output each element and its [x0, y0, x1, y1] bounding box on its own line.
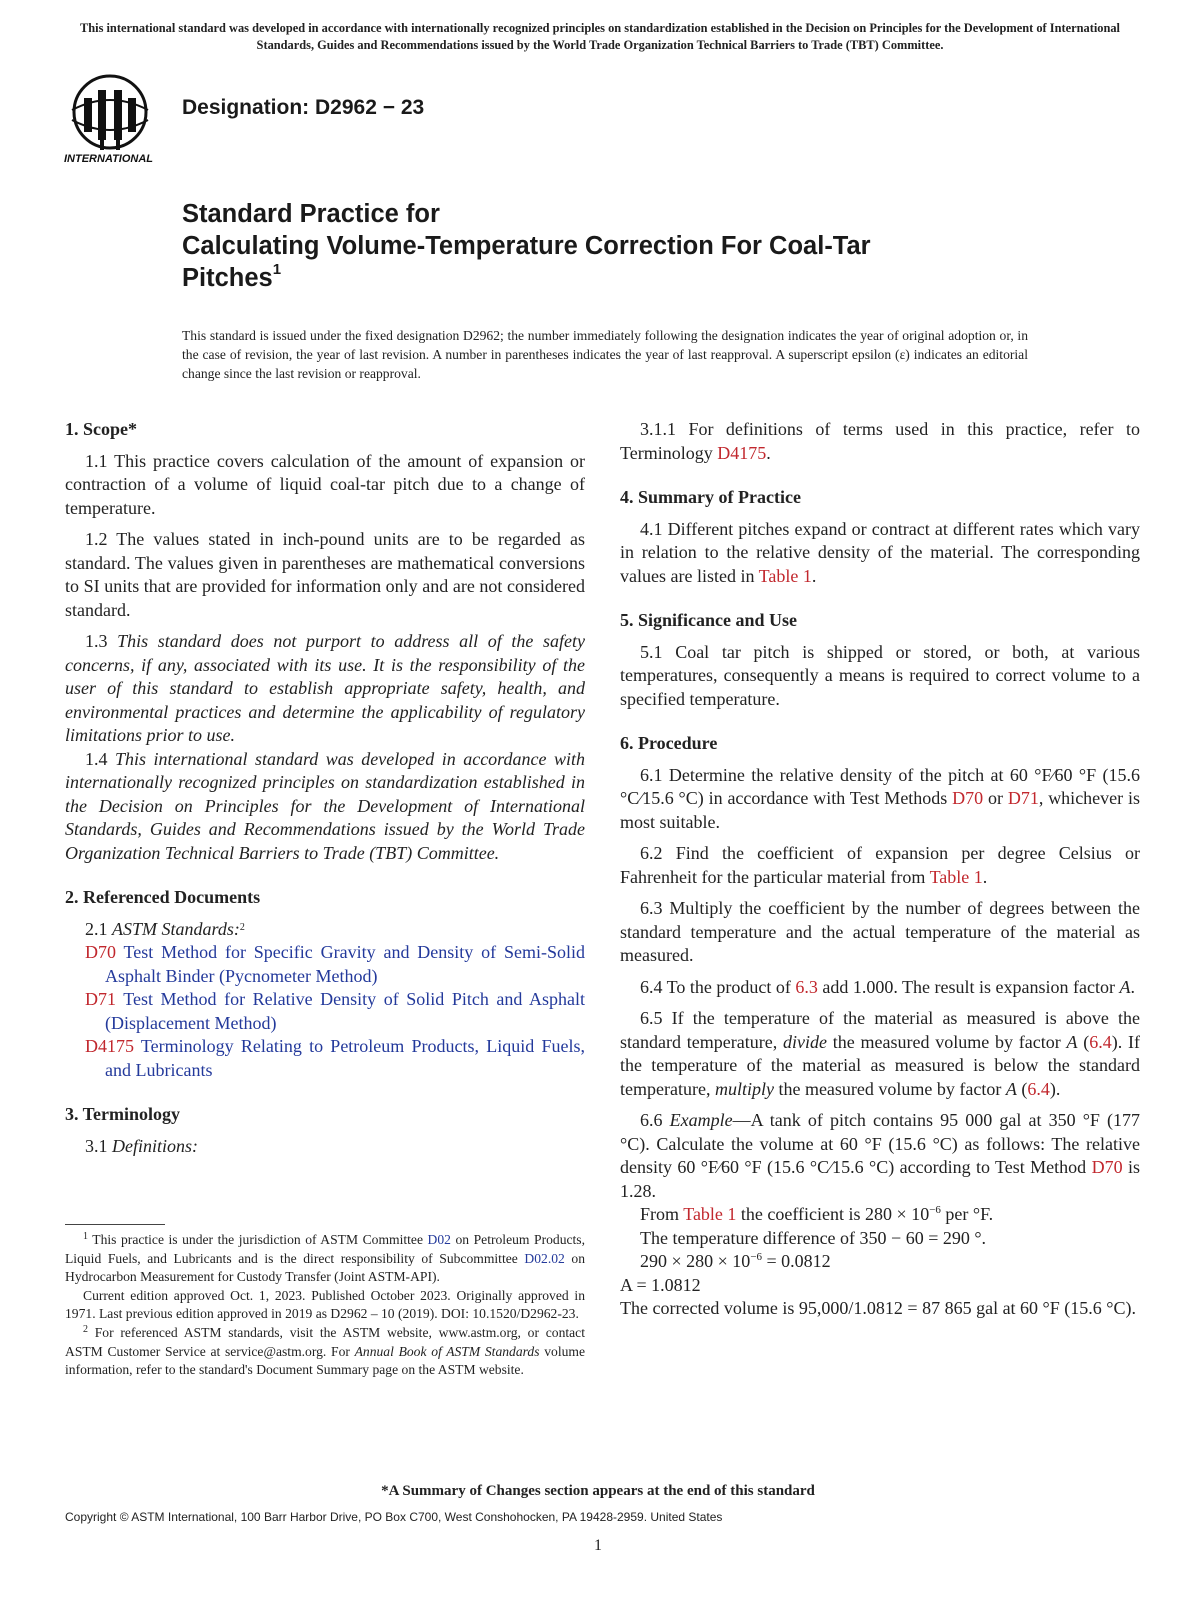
section-1-heading: 1. Scope* [65, 419, 137, 439]
copyright: Copyright © ASTM International, 100 Barr Harbor Drive, PO Box C700, West Conshohocken, PA 19428-2959. United States [65, 1510, 723, 1524]
page-title [182, 198, 1062, 294]
example-coefficient: From Table 1 the coefficient is $280 \times 10^{-6}$ per °F. [640, 1204, 994, 1224]
issue-notice: This standard is issued under the fixed designation D2962; the number immediately following the designation indicates the year of original adoption or, in the case of revision, the year of last revision. A number in parentheses indicates the year of last reapproval. A superscript epsilon (ε) indicates an editorial change since the last revision or reapproval. [182, 328, 1028, 381]
para-2-1: 2.1 ASTM Standards:$^2$ [85, 918, 245, 939]
title-line-1: Standard Practice for [182, 200, 440, 228]
example-calculation: $290 \times 280 \times 10^{-6} = 0.0812$ [640, 1251, 831, 1271]
ref-d4175: D4175 Terminology Relating to Petroleum Products, Liquid Fuels, and Lubricants [85, 1036, 585, 1080]
para-6-3: 6.3 Multiply the coefficient by the number of degrees between the standard temperature and the actual temperature of the material as measured. [620, 898, 1140, 965]
d70-link[interactable]: D70 [1091, 1157, 1123, 1177]
d71-link[interactable]: D71 [1007, 788, 1039, 808]
section-2-heading: 2. Referenced Documents [65, 887, 261, 907]
title-footnote-mark: 1 [272, 261, 282, 278]
para-6-6: 6.6 Example—A tank of pitch contains 95 000 gal at 350 °F (177 °C). Calculate the volume at 60 °F (15.6 °C) as follows: The relative density 60 °F⁄60 °F (15.6 °C⁄15.6 °C) according to Test Method D70 is 1.28. [620, 1110, 1141, 1201]
ref-d70-link[interactable]: D70 [85, 942, 116, 962]
section-6-4-link[interactable]: 6.4 [1027, 1078, 1050, 1099]
d0202-link[interactable]: D02.02 [524, 1250, 565, 1266]
ref-d71-link[interactable]: D71 [85, 989, 116, 1009]
para-1-4: 1.4 This international standard was developed in accordance with internationally recognized principles on standardization established in the Decision on Principles for the Development of International Standards, Guides and Recommendations issued by the World Trade Organization Technical Barriers to Trade (TBT) Committee. [65, 748, 585, 863]
title-line-3: Pitches [182, 264, 273, 292]
example-temp-difference: The temperature difference of 350 − 60 = 290 °. [640, 1227, 987, 1248]
para-5-1: 5.1 Coal tar pitch is shipped or stored, or both, at various temperatures, consequently a means is required to correct volume to a specified temperature. [620, 641, 1140, 709]
page-number: 1 [594, 1537, 602, 1554]
astm-logo [62, 70, 174, 166]
para-6-2: 6.2 Find the coefficient of expansion per degree Celsius or Fahrenheit for the particular material from Table 1. [620, 843, 1140, 887]
astm-logo-icon [62, 70, 174, 166]
designation: Designation: D2962 − 23 [182, 96, 425, 119]
right-column [620, 418, 1140, 1321]
para-6-4: 6.4 To the product of 6.3 add 1.000. The result is expansion factor A. [640, 976, 1135, 997]
para-1-1: 1.1 This practice covers calculation of the amount of expansion or contraction of a volume of liquid coal-tar pitch due to a change of temperature. [65, 450, 585, 518]
table-1-link[interactable]: Table 1 [758, 565, 812, 586]
d02-link[interactable]: D02 [427, 1232, 451, 1247]
section-4-heading: 4. Summary of Practice [620, 487, 801, 507]
section-6-4-link[interactable]: 6.4 [1089, 1031, 1112, 1052]
table-1-link[interactable]: Table 1 [929, 866, 983, 887]
ref-d71: D71 Test Method for Relative Density of Solid Pitch and Asphalt (Displacement Method) [85, 989, 585, 1033]
para-3-1: 3.1 Definitions: [85, 1135, 198, 1156]
example-a-value: A = 1.0812 [620, 1274, 701, 1295]
table-1-link[interactable]: Table 1 [683, 1204, 737, 1224]
left-column [65, 418, 585, 1158]
para-3-1-1: 3.1.1 For definitions of terms used in this practice, refer to Terminology D4175. [620, 419, 1140, 463]
wto-notice: This international standard was developed in accordance with internationally recognized principles on standardization established in the Decision on Principles for the Development of International Standards, Guides and Recommendations issued by the World Trade Organization Technical Barriers to Trade (TBT) Committee. [79, 21, 1121, 52]
footnote-1: $^1$ This practice is under the jurisdiction of ASTM Committee D02 on Petroleum Products, Liquid Fuels, and Lubricants and is the direct responsibility of Subcommittee D02.02 on Hydrocarbon Measurement for Custody Transfer (Joint ASTM-API). [65, 1231, 585, 1285]
footnotes [65, 1231, 585, 1380]
para-6-5: 6.5 If the temperature of the material as measured is above the standard temperature, divide the measured volume by factor A (6.4). If the temperature of the material as measured is below the standard temperature, multiply the measured volume by factor A (6.4). [620, 1008, 1140, 1099]
d4175-link[interactable]: D4175 [717, 442, 767, 463]
logo-text: INTERNATIONAL [64, 153, 154, 165]
ref-d70: D70 Test Method for Specific Gravity and Density of Semi-Solid Asphalt Binder (Pycnometer Method) [85, 942, 585, 986]
example-corrected-volume: The corrected volume is 95,000/1.0812 = 87 865 gal at 60 °F (15.6 °C). [620, 1298, 1136, 1318]
footnote-2: $^2$ For referenced ASTM standards, visit the ASTM website, www.astm.org, or contact ASTM Customer Service at service@astm.org. For Annual Book of ASTM Standards volume information, refer to the standard's Document Summary page on the ASTM website. [65, 1323, 586, 1378]
para-1-2: 1.2 The values stated in inch-pound units are to be regarded as standard. The values given in parentheses are mathematical conversions to SI units that are provided for information only and are not considered standard. [65, 529, 585, 620]
summary-of-changes-note: *A Summary of Changes section appears at the end of this standard [381, 1483, 815, 1499]
para-4-1: 4.1 Different pitches expand or contract at different rates which vary in relation to the relative density of the material. The corresponding values are listed in Table 1. [620, 518, 1140, 586]
ref-d4175-link[interactable]: D4175 [85, 1036, 134, 1056]
section-3-heading: 3. Terminology [65, 1104, 181, 1124]
d70-link[interactable]: D70 [952, 788, 984, 808]
section-6-3-link[interactable]: 6.3 [795, 976, 818, 997]
footnote-edition: Current edition approved Oct. 1, 2023. Published October 2023. Originally approved in 1971. Last previous edition approved in 2019 as D2962 – 10 (2019). DOI: 10.1520/D2962-23. [65, 1287, 585, 1322]
section-5-heading: 5. Significance and Use [620, 610, 798, 630]
para-6-1: 6.1 Determine the relative density of the pitch at 60 °F⁄60 °F (15.6 °C⁄15.6 °C) in accordance with Test Methods D70 or D71, whichever is most suitable. [620, 764, 1140, 832]
section-6-heading: 6. Procedure [620, 733, 718, 753]
para-1-3: 1.3 This standard does not purport to address all of the safety concerns, if any, associated with its use. It is the responsibility of the user of this standard to establish appropriate safety, health, and environmental practices and determine the applicability of regulatory limitations prior to use. [65, 631, 585, 745]
title-line-2: Calculating Volume-Temperature Correction For Coal-Tar [182, 232, 871, 260]
footnote-rule [65, 1224, 165, 1225]
